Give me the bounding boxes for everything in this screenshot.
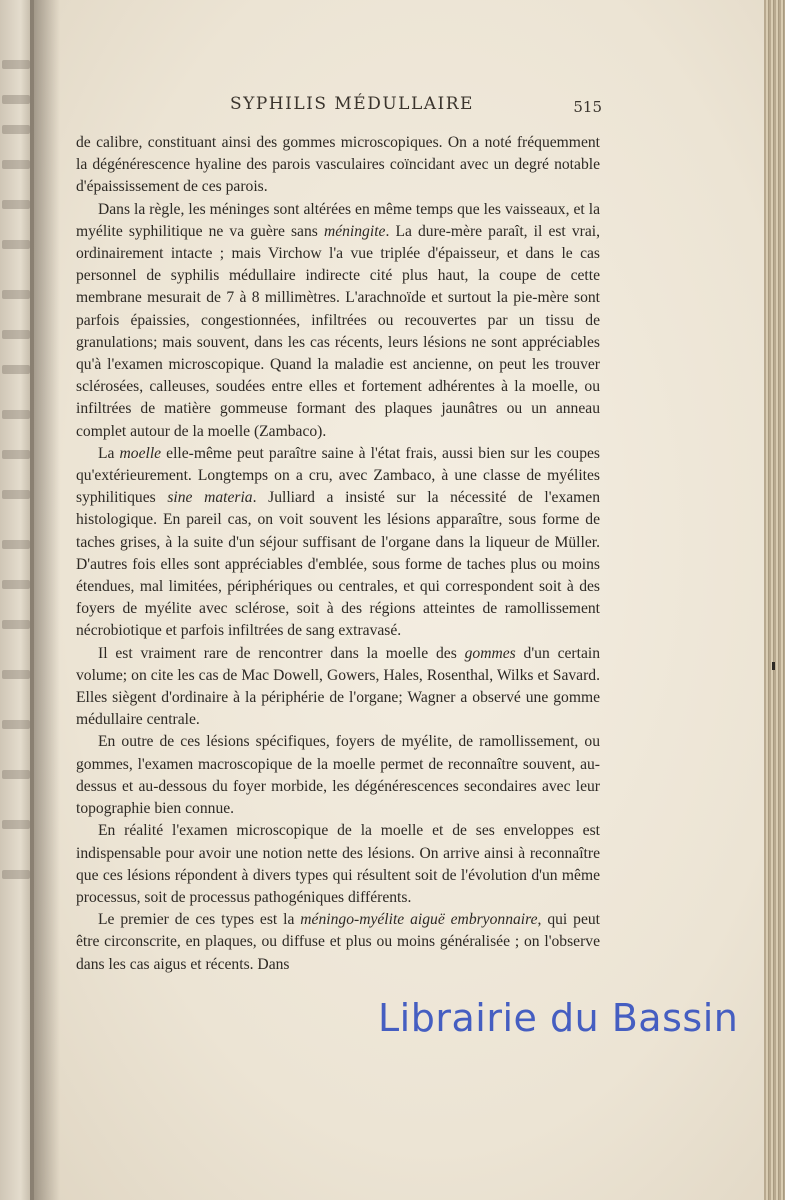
paragraph-p3 [76,443,600,643]
text-run: En outre de ces lésions spécifiques, foyers de myélite, de ramollissement, ou gommes, l'examen macroscopique de la moelle permet de reconnaître souvent, au-dessus et au-dessous du foyer morbide, les dégénérescences secondaires avec leur topographie bien connue. [76,733,600,818]
italic-term: sine materia [167,489,253,507]
paragraph-p7 [76,909,600,976]
italic-term: méningo-myélite aiguë embryonnaire [300,911,538,929]
text-run: . La dure-mère paraît, il est vrai, ordinairement intacte ; mais Virchow l'a vue triplée d'épaisseur, et dans le cas personnel de syphilis médullaire indirecte cité plus haut, la coupe de cette membrane mesurait de 7 à 8 millimètres. L'arachnoïde et surtout la pie-mère sont parfois épaissies, congestionnées, infiltrées ou recouvertes par un tissu de granulations; mais souvent, dans les cas récents, leurs lésions ne sont appréciables qu'à l'examen microscopique. Quand la maladie est ancienne, on peut les trouver sclérosées, calleuses, soudées entre elles et fortement adhérentes à la moelle, ou infiltrées de matière gommeuse formant des plaques jaunâtres ou un anneau complet autour de la moelle (Zambaco). [76,222,601,440]
text-run: La [98,444,120,462]
text-run: En réalité l'examen microscopique de la moelle et de ses enveloppes est indispensable pour avoir une notion nette des lésions. On arrive ainsi à reconnaître que ces lésions répondent à divers types qui résultent soit de l'évolution d'un même processus, soit de processus pathogéniques différents. [76,822,600,906]
text-run: Il est vraiment rare de rencontrer dans la moelle des [98,644,465,662]
text-run: , qui peut être circonscrite, en plaques, ou diffuse et plus ou moins généralisée ; on l'observe dans les cas aigus et récents. Dans [76,911,600,973]
watermark-logo: Librairie du Bassin [378,996,739,1040]
margin-mark [772,662,775,670]
page-number: 515 [573,98,602,116]
paragraph-p6 [76,820,600,909]
text-run: d'un certain volume; on cite les cas de Mac Dowell, Gowers, Hales, Rosenthal, Wilks et Savard. Elles siègent d'ordinaire à la périphérie de l'organe; Wagner a observé une gomme médullaire centrale. [76,644,600,729]
paragraph-p2 [76,199,600,443]
paragraph-p1 [76,132,600,199]
italic-term: gommes [464,644,516,662]
page-header [230,94,602,118]
running-head: SYPHILIS MÉDULLAIRE [230,94,474,114]
text-run: Le premier de ces types est la [98,911,301,929]
text-run: elle-même peut paraître saine à l'état frais, aussi bien sur les coupes qu'extérieurement. Longtemps on a cru, avec Zambaco, à une classe de myélites syphilitiques [76,444,600,507]
paragraph-p4 [76,643,600,732]
text-run: . Julliard a insisté sur la nécessité de l'examen histologique. En pareil cas, on voit souvent les lésions apparaître, sous forme de taches grises, à la suite d'un séjour suffisant de l'organe dans la liqueur de Müller. D'autres fois elles sont appréciables d'emblée, sous forme de taches plus ou moins étendues, mal limitées, périphériques ou centrales, et qui correspondent soit à des foyers de myélite avec sclérose, soit à des régions atteintes de ramollissement nécrobiotique et parfois infiltrées de sang extravasé. [76,489,601,640]
italic-term: méningite [323,222,386,240]
page-block-edge [764,0,785,1200]
paragraph-p5 [76,731,600,820]
body-text [76,132,600,976]
italic-term: moelle [119,444,162,462]
left-page-edge [0,0,34,1200]
text-run: Dans la règle, les méninges sont altérées en même temps que les vaisseaux, et la myélite syphilitique ne va guère sans [76,200,600,240]
text-run: de calibre, constituant ainsi des gommes microscopiques. On a noté fréquemment la dégénérescence hyaline des parois vasculaires coïncidant avec un degré notable d'épaississement de ces parois. [76,134,600,196]
